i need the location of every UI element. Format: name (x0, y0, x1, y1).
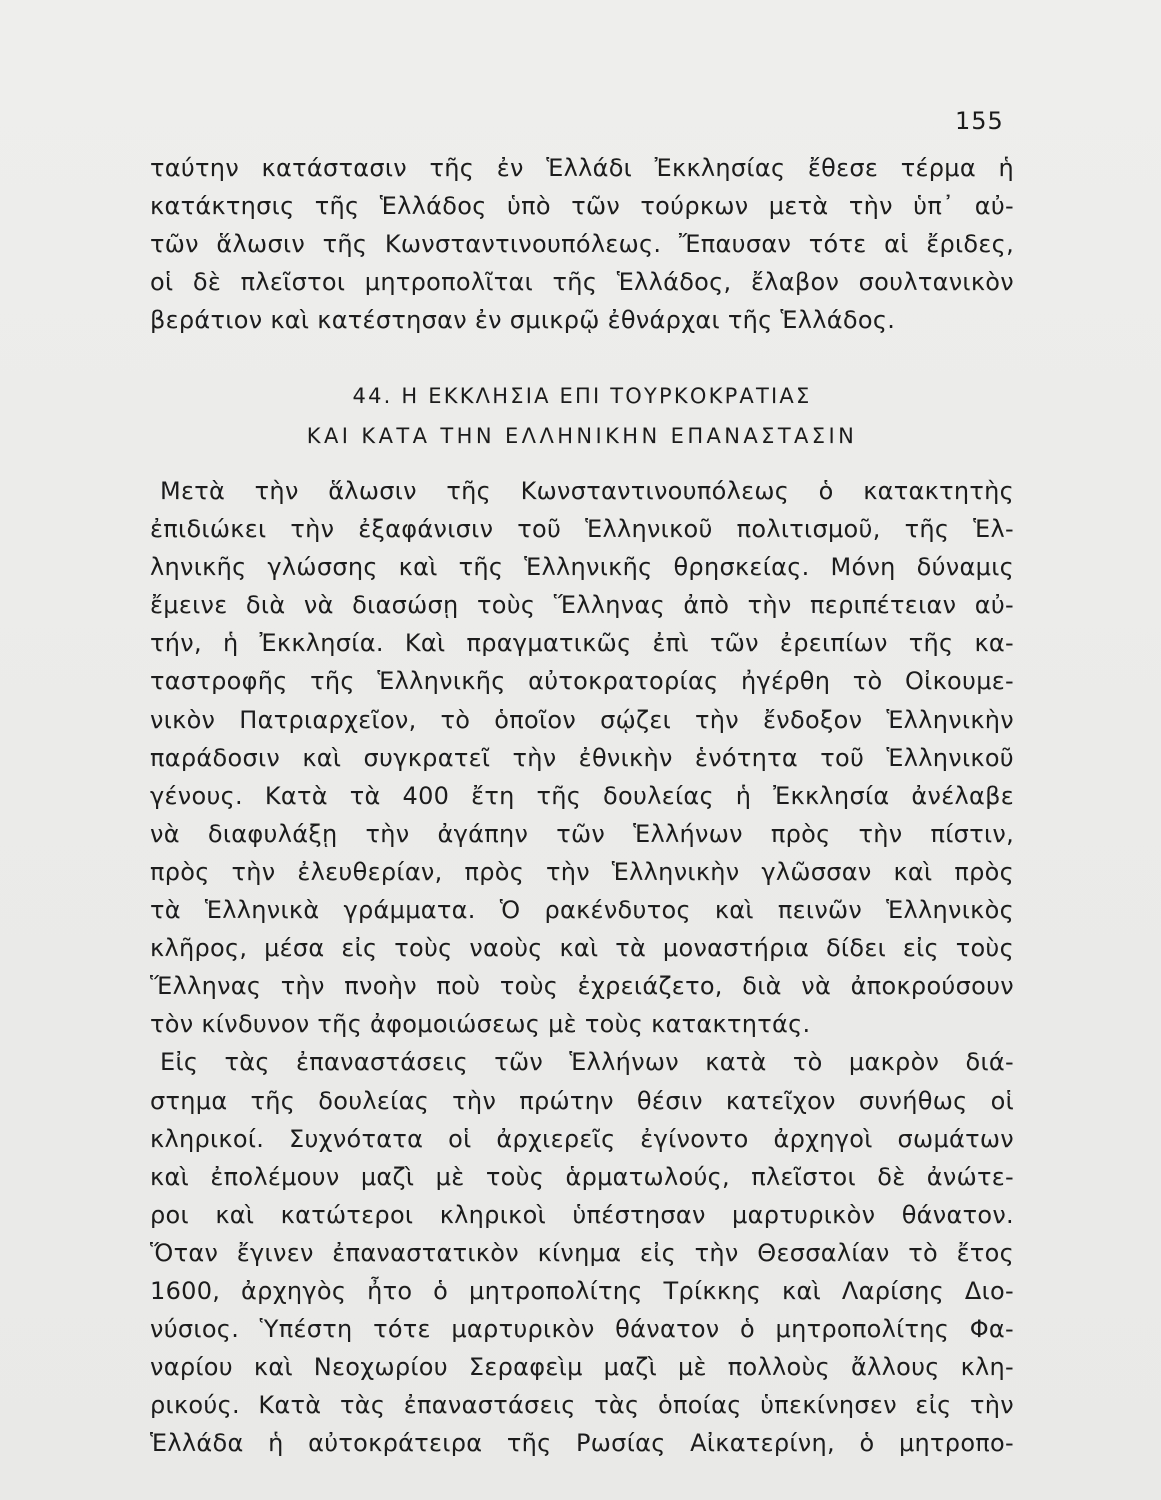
text-line: ροι καὶ κατώτεροι κληρικοὶ ὑπέστησαν μαρτυρικὸν θάνατον. (150, 1200, 1014, 1229)
text-line: ρικούς. Κατὰ τὰς ἐπαναστάσεις τὰς ὁποίας ὑπεκίνησεν εἰς τὴν (150, 1391, 1014, 1420)
text-line: τὸν κίνδυνον τῆς ἀφομοιώσεως μὲ τοὺς κατακτητάς. (150, 1010, 811, 1039)
text-line: γένους. Κατὰ τὰ 400 ἔτη τῆς δουλείας ἡ Ἐκκλησία ἀνέλαβε (150, 781, 1014, 810)
text-line: οἱ δὲ πλεῖστοι μητροπολῖται τῆς Ἑλλάδος, ἔλαβον σουλτανικὸν (150, 268, 1014, 297)
text-line: κλῆρος, μέσα εἰς τοὺς ναοὺς καὶ τὰ μοναστήρια δίδει εἰς τοὺς (150, 934, 1014, 963)
text-line: Ἕλληνας τὴν πνοὴν ποὺ τοὺς ἐχρειάζετο, διὰ νὰ ἀποκρούσουν (150, 972, 1014, 1001)
text-line: τὰ Ἑλληνικὰ γράμματα. Ὁ ρακένδυτος καὶ πεινῶν Ἑλληνικὸς (150, 896, 1014, 925)
text-line: Ὅταν ἔγινεν ἐπαναστατικὸν κίνημα εἰς τὴν Θεσσαλίαν τὸ ἔτος (150, 1238, 1014, 1267)
text-line: στημα τῆς δουλείας τὴν πρώτην θέσιν κατεῖχον συνήθως οἱ (150, 1086, 1014, 1115)
text-line: Εἰς τὰς ἐπαναστάσεις τῶν Ἑλλήνων κατὰ τὸ μακρὸν διά- (160, 1048, 1014, 1077)
text-line: βεράτιον καὶ κατέστησαν ἐν σμικρῷ ἐθνάρχαι τῆς Ἑλλάδος. (150, 306, 896, 335)
page-number: 155 (955, 107, 1004, 135)
section-heading-line-2: ΚΑΙ ΚΑΤΑ ΤΗΝ ΕΛΛΗΝΙΚΗΝ ΕΠΑΝΑΣΤΑΣΙΝ (306, 424, 858, 448)
text-line: ταύτην κατάστασιν τῆς ἐν Ἑλλάδι Ἐκκλησίας ἔθεσε τέρμα ἡ (150, 154, 1014, 182)
text-line: ναρίου καὶ Νεοχωρίου Σεραφεὶμ μαζὶ μὲ πολλοὺς ἄλλους κλη- (150, 1353, 1014, 1382)
section-heading-line-1: 44. Η ΕΚΚΛΗΣΙΑ ΕΠΙ ΤΟΥΡΚΟΚΡΑΤΙΑΣ (352, 384, 812, 408)
text-line: Μετὰ τὴν ἅλωσιν τῆς Κωνσταντινουπόλεως ὁ κατακτητὴς (160, 477, 1014, 505)
text-line: τήν, ἡ Ἐκκλησία. Καὶ πραγματικῶς ἐπὶ τῶν ἐρειπίων τῆς κα- (150, 629, 1014, 658)
text-line: ἐπιδιώκει τὴν ἐξαφάνισιν τοῦ Ἑλληνικοῦ πολιτισμοῦ, τῆς Ἑλ- (150, 515, 1014, 544)
text-line: τῶν ἅλωσιν τῆς Κωνσταντινουπόλεως. Ἔπαυσαν τότε αἱ ἔριδες, (150, 230, 1014, 259)
text-line: Ἑλλάδα ἡ αὐτοκράτειρα τῆς Ρωσίας Αἰκατερίνη, ὁ μητροπο- (150, 1429, 1014, 1458)
text-line: 1600, ἀρχηγὸς ἦτο ὁ μητροπολίτης Τρίκκης καὶ Λαρίσης Διο- (150, 1276, 1014, 1305)
text-line: ληνικῆς γλώσσης καὶ τῆς Ἑλληνικῆς θρησκείας. Μόνη δύναμις (150, 553, 1014, 582)
opening-paragraph (150, 149, 1014, 339)
main-text (150, 472, 1014, 1462)
text-line: νύσιος. Ὑπέστη τότε μαρτυρικὸν θάνατον ὁ μητροπολίτης Φα- (150, 1315, 1014, 1344)
text-line: κληρικοί. Συχνότατα οἱ ἀρχιερεῖς ἐγίνοντο ἀρχηγοὶ σωμάτων (150, 1124, 1014, 1153)
text-line: ἔμεινε διὰ νὰ διασώσῃ τοὺς Ἕλληνας ἀπὸ τὴν περιπέτειαν αὐ- (150, 591, 1014, 620)
text-line: νικὸν Πατριαρχεῖον, τὸ ὁποῖον σῴζει τὴν ἔνδοξον Ἑλληνικὴν (150, 705, 1014, 734)
text-line: νὰ διαφυλάξῃ τὴν ἀγάπην τῶν Ἑλλήνων πρὸς τὴν πίστιν, (150, 819, 1014, 848)
text-line: καὶ ἐπολέμουν μαζὶ μὲ τοὺς ἁρματωλούς, πλεῖστοι δὲ ἀνώτε- (150, 1162, 1014, 1191)
text-line: παράδοσιν καὶ συγκρατεῖ τὴν ἐθνικὴν ἑνότητα τοῦ Ἑλληνικοῦ (150, 743, 1014, 772)
text-line: πρὸς τὴν ἐλευθερίαν, πρὸς τὴν Ἑλληνικὴν γλῶσσαν καὶ πρὸς (150, 857, 1014, 886)
text-line: ταστροφῆς τῆς Ἑλληνικῆς αὐτοκρατορίας ἠγέρθη τὸ Οἰκουμε- (150, 667, 1014, 696)
text-line: κατάκτησις τῆς Ἑλλάδος ὑπὸ τῶν τούρκων μετὰ τὴν ὑπ᾿ αὐ- (150, 192, 1014, 221)
